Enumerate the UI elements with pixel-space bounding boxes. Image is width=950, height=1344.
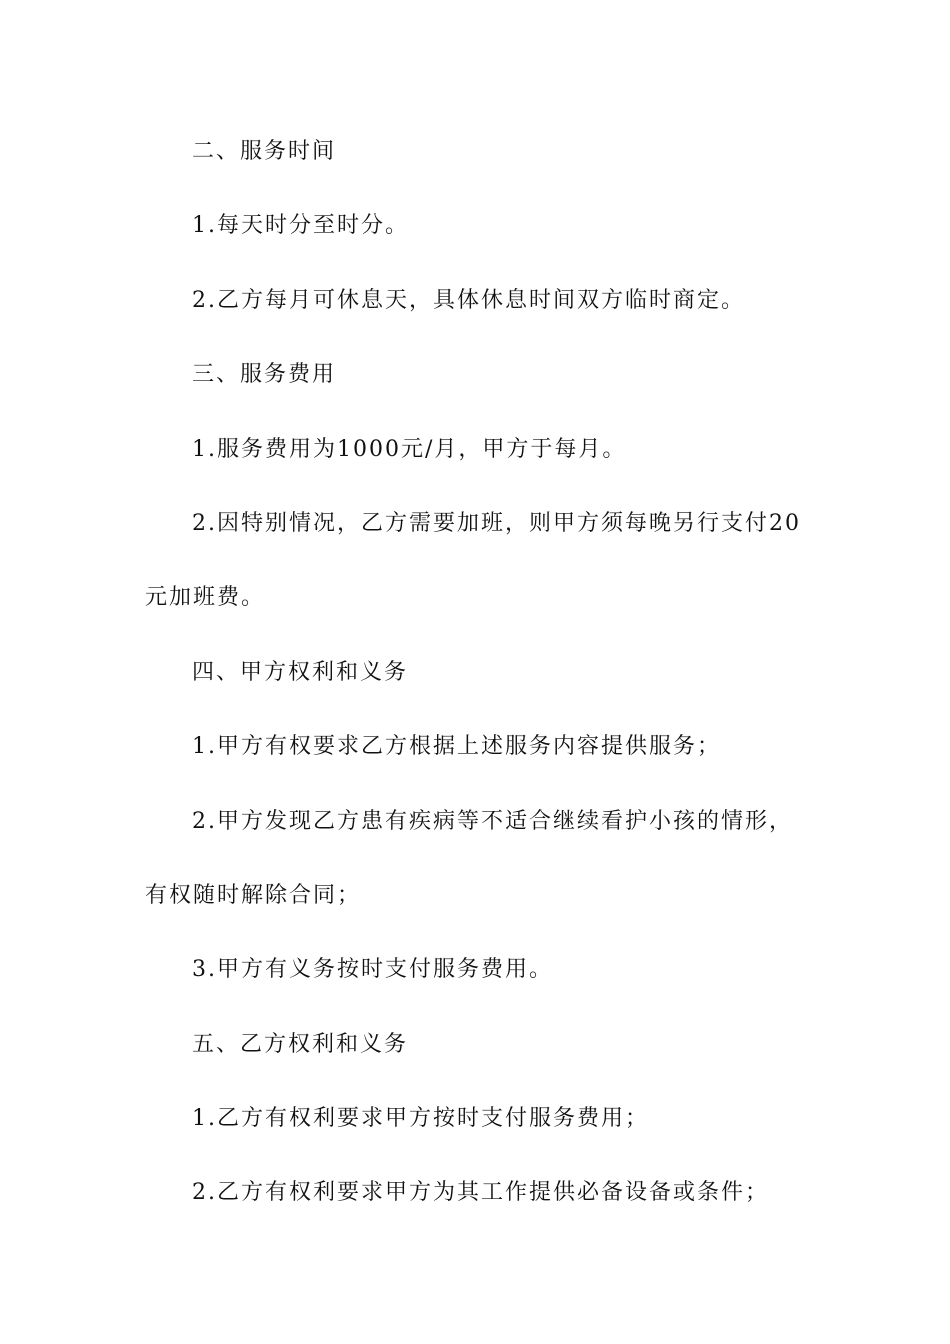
section-heading-party-a-rights: 四、甲方权利和义务 — [192, 659, 409, 685]
paragraph-line: 1.服务费用为1000元/月，甲方于每月。 — [192, 436, 627, 462]
section-heading-party-b-rights: 五、乙方权利和义务 — [192, 1031, 409, 1057]
section-heading-service-time: 二、服务时间 — [192, 139, 337, 164]
paragraph-line: 1.乙方有权利要求甲方按时支付服务费用； — [192, 1106, 649, 1132]
paragraph-line: 1.甲方有权要求乙方根据上述服务内容提供服务； — [192, 734, 721, 760]
paragraph-line: 2.甲方发现乙方患有疾病等不适合继续看护小孩的情形， — [192, 808, 793, 834]
paragraph-line: 2.乙方每月可休息天，具体休息时间双方临时商定。 — [192, 287, 745, 313]
paragraph-line: 1.每天时分至时分。 — [192, 213, 409, 239]
paragraph-line: 3.甲方有义务按时支付服务费用。 — [192, 957, 553, 983]
paragraph-line-continuation: 有权随时解除合同； — [145, 882, 362, 908]
paragraph-line-continuation: 元加班费。 — [145, 585, 266, 611]
document-body — [145, 131, 810, 1247]
paragraph-line: 2.因特别情况，乙方需要加班，则甲方须每晚另行支付20 — [192, 510, 801, 536]
paragraph-line: 2.乙方有权利要求甲方为其工作提供必备设备或条件； — [192, 1180, 769, 1206]
section-heading-service-fee: 三、服务费用 — [192, 362, 337, 388]
